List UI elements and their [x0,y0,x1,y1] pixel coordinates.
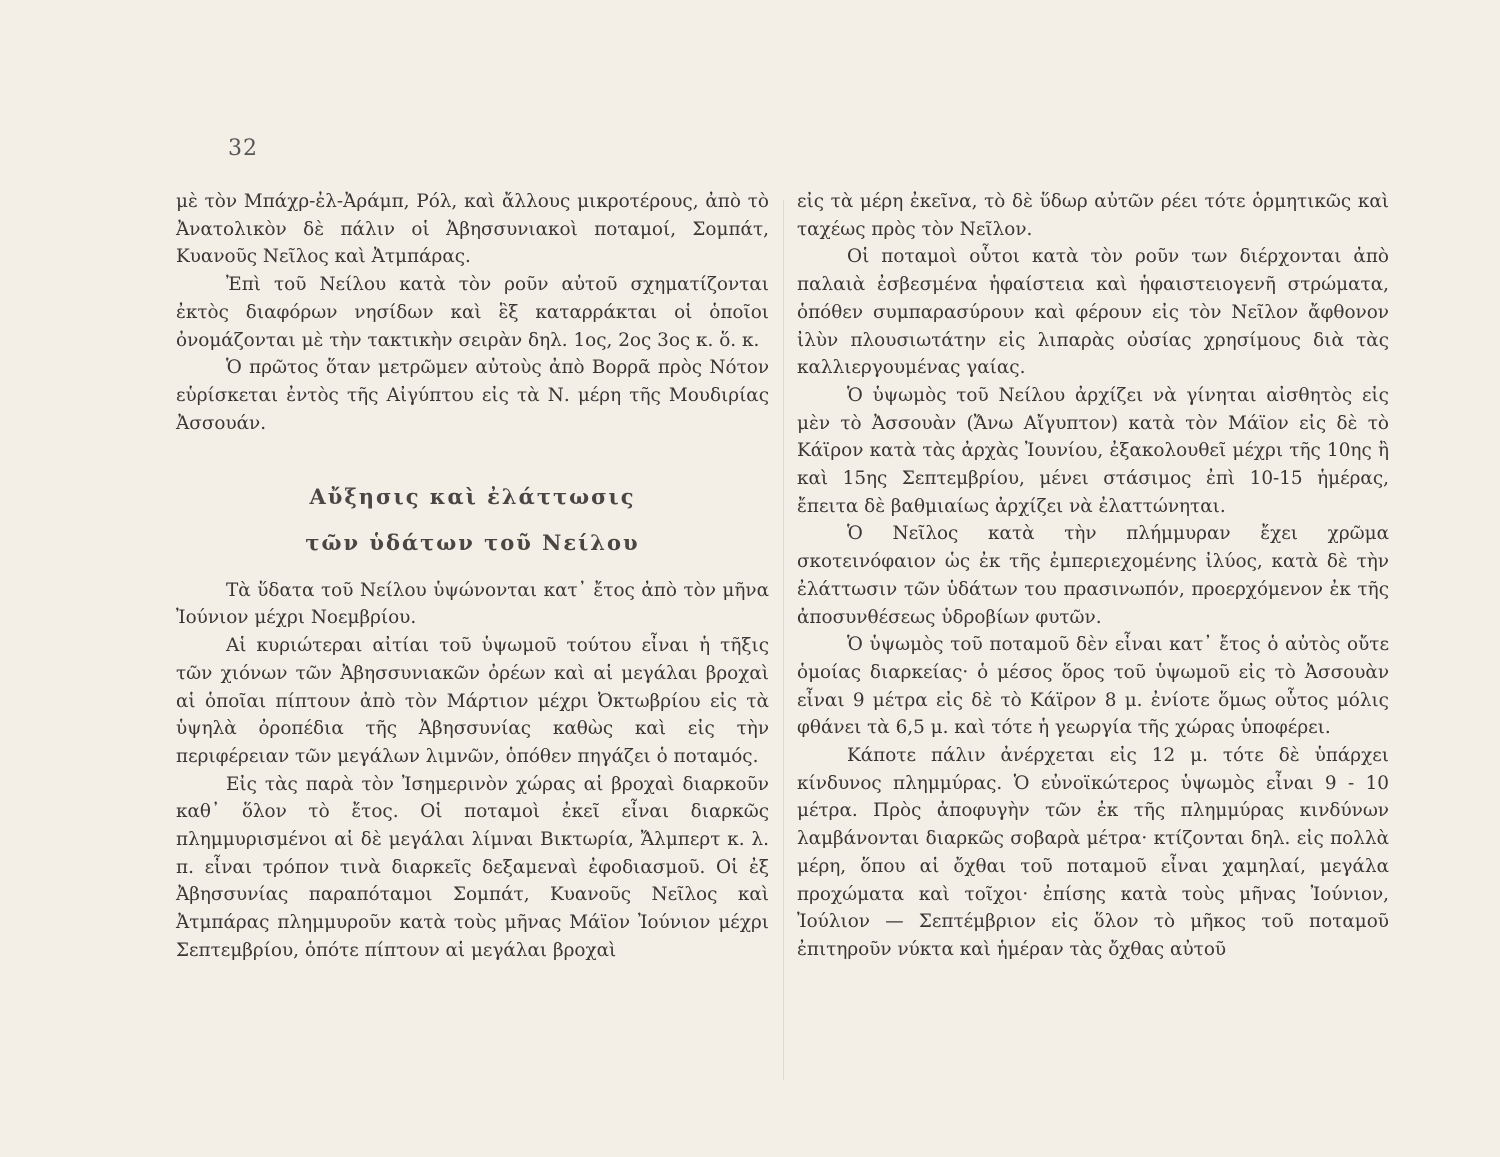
left-column [176,188,769,965]
paragraph: Τὰ ὕδατα τοῦ Νείλου ὑψώνονται κατ᾿ ἔτος ἀπὸ τὸν μῆνα Ἰούνιον μέχρι Νοεμβρίου. [176,579,769,629]
paragraph: Εἰς τὰς παρὰ τὸν Ἰσημερινὸν χώρας αἱ βροχαὶ διαρκοῦν καθ᾿ ὅλον τὸ ἔτος. Οἱ ποταμοὶ ἐκεῖ εἶναι διαρκῶς πλημμυρισμένοι αἱ δὲ μεγάλαι λίμναι Βικτωρία, Ἄλμπερτ κ. λ. π. εἶναι τρόπον τινὰ διαρκεῖς δεξαμεναὶ ἐφοδιασμοῦ. Οἱ ἐξ Ἀβησσυνίας παραπόταμοι Σομπάτ, Κυανοῦς Νεῖλος καὶ Ἀτμπάρας πλημμυροῦν κατὰ τοὺς μῆνας Μάϊον Ἰούνιον μέχρι Σεπτεμβρίου, ὁπότε πίπτουν αἱ μεγάλαι βροχαὶ [176,773,769,961]
paragraph: εἰς τὰ μέρη ἐκεῖνα, τὸ δὲ ὕδωρ αὐτῶν ρέει τότε ὁρμητικῶς καὶ ταχέως πρὸς τὸν Νεῖλον. [797,191,1389,240]
paragraph: Ὁ ὑψωμὸς τοῦ Νείλου ἀρχίζει νὰ γίνηται αἰσθητὸς εἰς μὲν τὸ Ἀσσουὰν (Ἄνω Αἴγυπτον) κατὰ τὸν Μάϊον εἰς δὲ τὸ Κάϊρον κατὰ τὰς ἀρχὰς Ἰουνίου, ἐξακολουθεῖ μέχρι τῆς 10ης ἢ καὶ 15ης Σεπτεμβρίου, μένει στάσιμος ἐπὶ 10-15 ἡμέρας, ἔπειτα δὲ βαθμιαίως ἀρχίζει νὰ ἐλαττώνηται. [797,384,1389,517]
paragraph: Ὁ Νεῖλος κατὰ τὴν πλήμμυραν ἔχει χρῶμα σκοτεινόφαιον ὡς ἐκ τῆς ἐμπεριεχομένης ἰλύος, κατὰ δὲ τὴν ἐλάττωσιν τῶν ὑδάτων του πρασινωπόν, προερχόμενον ἐκ τῆς ἀποσυνθέσεως ὑδροβίων φυτῶν. [797,523,1389,628]
paragraph: Ἐπὶ τοῦ Νείλου κατὰ τὸν ροῦν αὐτοῦ σχηματίζονται ἐκτὸς διαφόρων νησίδων καὶ ἓξ καταρράκται οἱ ὁποῖοι ὀνομάζονται μὲ τὴν τακτικὴν σειρὰν δηλ. 1ος, 2ος 3ος κ. ὅ. κ. [176,274,769,351]
page-number: 32 [228,136,258,161]
right-column [797,188,1389,964]
paragraph: Ὁ ὑψωμὸς τοῦ ποταμοῦ δὲν εἶναι κατ᾿ ἔτος ὁ αὐτὸς οὔτε ὁμοίας διαρκείας· ὁ μέσος ὅρος τοῦ ὑψωμοῦ εἰς τὸ Ἀσσουὰν εἶναι 9 μέτρα εἰς δὲ τὸ Κάϊρον 8 μ. ἐνίοτε ὅμως οὗτος μόλις φθάνει τὰ 6,5 μ. καὶ τότε ἡ γεωργία τῆς χώρας ὑποφέρει. [797,634,1389,739]
paragraph: μὲ τὸν Μπάχρ-ἐλ-Ἀράμπ, Ρόλ, καὶ ἄλλους μικροτέρους, ἀπὸ τὸ Ἀνατολικὸν δὲ πάλιν οἱ Ἀβησσυνιακοὶ ποταμοί, Σομπάτ, Κυανοῦς Νεῖλος καὶ Ἀτμπάρας. [176,191,769,268]
paragraph: Ὁ πρῶτος ὅταν μετρῶμεν αὐτοὺς ἀπὸ Βορρᾶ πρὸς Νότον εὑρίσκεται ἐντὸς τῆς Αἰγύπτου εἰς τὰ Ν. μέρη τῆς Μουδιρίας Ἀσσουάν. [176,357,769,434]
paragraph: Κάποτε πάλιν ἀνέρχεται εἰς 12 μ. τότε δὲ ὑπάρχει κίνδυνος πλημμύρας. Ὁ εὐνοϊκώτερος ὑψωμὸς εἶναι 9 - 10 μέτρα. Πρὸς ἀποφυγὴν τῶν ἐκ τῆς πλημμύρας κινδύνων λαμβάνονται διαρκῶς σοβαρὰ μέτρα· κτίζονται δηλ. εἰς πολλὰ μέρη, ὅπου αἱ ὄχθαι τοῦ ποταμοῦ εἶναι χαμηλαί, μεγάλα προχώματα καὶ τοῖχοι· ἐπίσης κατὰ τοὺς μῆνας Ἰούνιον, Ἰούλιον — Σεπτέμβριον εἰς ὅλον τὸ μῆκος τοῦ ποταμοῦ ἐπιτηροῦν νύκτα καὶ ἡμέραν τὰς ὄχθας αὐτοῦ [797,745,1389,960]
section-title: Αὔξησις καὶ ἐλάττωσις [309,484,636,510]
paragraph: Αἱ κυριώτεραι αἰτίαι τοῦ ὑψωμοῦ τούτου εἶναι ἡ τῆξις τῶν χιόνων τῶν Ἀβησσυνιακῶν ὀρέων καὶ αἱ μεγάλαι βροχαὶ αἱ ὁποῖαι πίπτουν ἀπὸ τὸν Μάρτιον μέχρι Ὀκτωβρίου εἰς τὰ ὑψηλὰ ὀροπέδια τῆς Ἀβησσυνίας καθὼς καὶ εἰς τὴν περιφέρειαν τῶν μεγάλων λιμνῶν, ὁπόθεν πηγάζει ὁ ποταμός. [176,635,769,767]
paragraph: Οἱ ποταμοὶ οὗτοι κατὰ τὸν ροῦν των διέρχονται ἀπὸ παλαιὰ ἐσβεσμένα ἡφαίστεια καὶ ἡφαιστειογενῆ στρώματα, ὁπόθεν συμπαρασύρουν καὶ φέρουν εἰς τὸν Νεῖλον ἄφθονον ἰλὺν πλουσιωτάτην εἰς λιπαρὰς οὐσίας χρησίμους διὰ τὰς καλλιεργουμένας γαίας. [797,246,1389,379]
section-subtitle: τῶν ὑδάτων τοῦ Νείλου [305,530,640,556]
column-divider [783,200,784,1080]
